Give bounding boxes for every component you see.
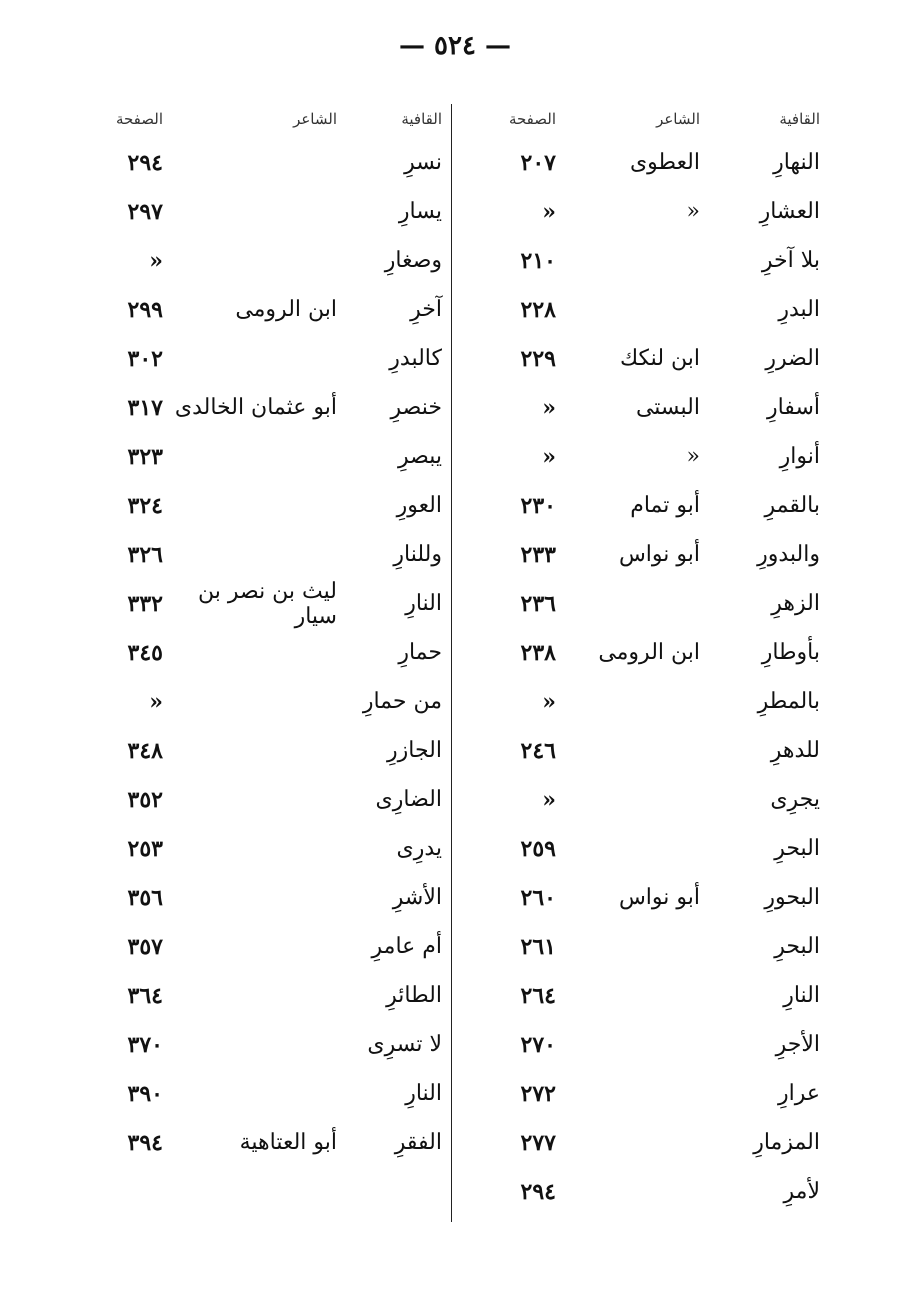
index-row bbox=[458, 579, 820, 628]
index-row bbox=[458, 1020, 820, 1069]
index-column-left bbox=[70, 100, 442, 1167]
rhyme-cell: العورِ bbox=[396, 493, 442, 518]
rhyme-cell: العشارِ bbox=[759, 199, 820, 224]
index-row bbox=[70, 334, 442, 383]
poet-cell: أبو نواس bbox=[618, 885, 700, 910]
page-cell: ٢٦٠ bbox=[520, 884, 556, 911]
rhyme-cell: الضارِى bbox=[375, 787, 442, 812]
rhyme-cell: خنصرِ bbox=[390, 395, 442, 420]
page-cell: ٢٩٧ bbox=[127, 198, 163, 225]
page-cell: ٣١٧ bbox=[127, 394, 163, 421]
page-cell: ٢٥٣ bbox=[127, 835, 163, 862]
rhyme-cell: من حمارِ bbox=[362, 689, 442, 714]
index-row bbox=[458, 138, 820, 187]
page-cell: ٢٦١ bbox=[520, 933, 556, 960]
page-cell: ٢٩٤ bbox=[127, 149, 163, 176]
rhyme-cell: النارِ bbox=[783, 983, 820, 1008]
rhyme-cell: عرارِ bbox=[777, 1081, 820, 1106]
index-row bbox=[70, 187, 442, 236]
index-row bbox=[70, 236, 442, 285]
rhyme-cell: النهارِ bbox=[773, 150, 820, 175]
index-row bbox=[458, 1167, 820, 1216]
rhyme-cell: البحرِ bbox=[774, 836, 820, 861]
rhyme-cell: الجازرِ bbox=[387, 738, 442, 763]
poet-cell: أبو تمام bbox=[630, 493, 700, 518]
header-rhyme: القافية bbox=[401, 110, 442, 128]
page-cell: ٢٧٧ bbox=[520, 1129, 556, 1156]
page-cell: ٣٢٦ bbox=[127, 541, 163, 568]
index-row bbox=[458, 1118, 820, 1167]
rhyme-cell: وصغارِ bbox=[384, 248, 442, 273]
page-cell: ٢٧٢ bbox=[520, 1080, 556, 1107]
rhyme-cell: البحرِ bbox=[774, 934, 820, 959]
index-row bbox=[70, 530, 442, 579]
index-row bbox=[458, 922, 820, 971]
page-cell: « bbox=[542, 688, 556, 715]
poet-cell: أبو عثمان الخالدى bbox=[174, 395, 337, 420]
index-row bbox=[70, 775, 442, 824]
rhyme-cell: الطائرِ bbox=[386, 983, 442, 1008]
rhyme-cell: أسفارِ bbox=[766, 395, 820, 420]
poet-cell: ليث بن نصر بن سيار bbox=[197, 578, 337, 629]
poet-cell: ابن الرومى bbox=[598, 640, 700, 665]
index-row bbox=[458, 971, 820, 1020]
index-row bbox=[458, 873, 820, 922]
index-row bbox=[458, 285, 820, 334]
rhyme-cell: لا تسرِى bbox=[367, 1032, 442, 1057]
rhyme-cell: بالقمرِ bbox=[764, 493, 820, 518]
index-row bbox=[70, 1069, 442, 1118]
page-cell: ٢٢٩ bbox=[520, 345, 556, 372]
index-row bbox=[458, 775, 820, 824]
page-cell: ٢٢٨ bbox=[520, 296, 556, 323]
page-cell: ٢٣٣ bbox=[520, 541, 556, 568]
column-divider bbox=[451, 104, 452, 1222]
rhyme-cell: كالبدرِ bbox=[389, 346, 442, 371]
page-cell: ٣٢٣ bbox=[127, 443, 163, 470]
rhyme-cell: يسارِ bbox=[398, 199, 442, 224]
poet-cell: ابن لنكك bbox=[619, 346, 700, 371]
index-rows-left bbox=[70, 138, 442, 1167]
rhyme-cell: بلا آخرِ bbox=[761, 248, 820, 273]
page-cell: ٣٩٤ bbox=[127, 1129, 163, 1156]
index-row bbox=[70, 579, 442, 628]
page-cell: ٣٣٢ bbox=[127, 590, 163, 617]
index-row bbox=[70, 971, 442, 1020]
poet-cell: أبو نواس bbox=[618, 542, 700, 567]
page-cell: ٣٧٠ bbox=[127, 1031, 163, 1058]
poet-cell: البستى bbox=[635, 395, 700, 420]
index-row bbox=[458, 236, 820, 285]
index-row bbox=[70, 138, 442, 187]
rhyme-cell: حمارِ bbox=[398, 640, 442, 665]
index-column-right bbox=[458, 100, 820, 1216]
rhyme-cell: البدرِ bbox=[778, 297, 820, 322]
page-cell: ٣٢٤ bbox=[127, 492, 163, 519]
header-page: الصفحة bbox=[115, 110, 163, 128]
index-row bbox=[458, 481, 820, 530]
rhyme-cell: أم عامرِ bbox=[371, 934, 442, 959]
page-cell: ٣٤٨ bbox=[127, 737, 163, 764]
poet-cell: « bbox=[686, 444, 700, 469]
rhyme-cell: يدرِى bbox=[396, 836, 442, 861]
rhyme-cell: الضررِ bbox=[765, 346, 820, 371]
page-cell: ٢٠٧ bbox=[520, 149, 556, 176]
poet-cell: « bbox=[686, 199, 700, 224]
page-cell: ٢٦٤ bbox=[520, 982, 556, 1009]
rhyme-cell: الأجرِ bbox=[775, 1032, 820, 1057]
index-row bbox=[70, 873, 442, 922]
page-cell: « bbox=[542, 786, 556, 813]
rhyme-cell: يبصرِ bbox=[398, 444, 442, 469]
page-cell: ٢٣٠ bbox=[520, 492, 556, 519]
page-cell: « bbox=[542, 198, 556, 225]
rhyme-cell: نسرِ bbox=[404, 150, 442, 175]
page-cell: ٣٥٦ bbox=[127, 884, 163, 911]
page-cell: « bbox=[149, 247, 163, 274]
index-row bbox=[70, 432, 442, 481]
rhyme-cell: بأوطارِ bbox=[761, 640, 820, 665]
rhyme-cell: الأشرِ bbox=[392, 885, 442, 910]
column-header-row bbox=[70, 100, 442, 138]
page-cell: « bbox=[149, 688, 163, 715]
index-row bbox=[458, 530, 820, 579]
rhyme-cell: للدهرِ bbox=[770, 738, 820, 763]
header-poet: الشاعر bbox=[293, 110, 337, 128]
rhyme-cell: البحورِ bbox=[764, 885, 820, 910]
index-row bbox=[70, 628, 442, 677]
page-cell: ٢٣٨ bbox=[520, 639, 556, 666]
header-rhyme: القافية bbox=[779, 110, 820, 128]
page-cell: ٢٣٦ bbox=[520, 590, 556, 617]
index-row bbox=[70, 481, 442, 530]
index-row bbox=[458, 677, 820, 726]
page-cell: « bbox=[542, 394, 556, 421]
index-row bbox=[458, 432, 820, 481]
column-header-row bbox=[458, 100, 820, 138]
page-cell: « bbox=[542, 443, 556, 470]
rhyme-cell: النارِ bbox=[405, 591, 442, 616]
page-cell: ٢٩٤ bbox=[520, 1178, 556, 1205]
header-page: الصفحة bbox=[508, 110, 556, 128]
page-cell: ٢٩٩ bbox=[127, 296, 163, 323]
page-cell: ٣٥٢ bbox=[127, 786, 163, 813]
page-cell: ٢٧٠ bbox=[520, 1031, 556, 1058]
index-row bbox=[458, 726, 820, 775]
poet-cell: أبو العتاهية bbox=[239, 1130, 337, 1155]
index-row bbox=[70, 824, 442, 873]
index-row bbox=[458, 334, 820, 383]
index-row bbox=[458, 1069, 820, 1118]
index-row bbox=[70, 1118, 442, 1167]
rhyme-cell: والبدورِ bbox=[757, 542, 820, 567]
rhyme-cell: آخرِ bbox=[410, 297, 442, 322]
index-row bbox=[70, 726, 442, 775]
page-cell: ٣٥٧ bbox=[127, 933, 163, 960]
header-poet: الشاعر bbox=[656, 110, 700, 128]
index-row bbox=[458, 824, 820, 873]
poet-cell: العطوى bbox=[629, 150, 700, 175]
page-cell: ٢٤٦ bbox=[520, 737, 556, 764]
index-row bbox=[458, 383, 820, 432]
index-row bbox=[70, 1020, 442, 1069]
rhyme-cell: يجرِى bbox=[770, 787, 820, 812]
index-row bbox=[70, 383, 442, 432]
page-cell: ٣٠٢ bbox=[127, 345, 163, 372]
page-cell: ٣٦٤ bbox=[127, 982, 163, 1009]
rhyme-cell: أنوارِ bbox=[779, 444, 820, 469]
index-row bbox=[70, 677, 442, 726]
index-row bbox=[458, 187, 820, 236]
poet-cell: ابن الرومى bbox=[235, 297, 337, 322]
rhyme-cell: النارِ bbox=[405, 1081, 442, 1106]
rhyme-cell: الزهرِ bbox=[771, 591, 820, 616]
rhyme-cell: وللنارِ bbox=[393, 542, 442, 567]
index-row bbox=[70, 285, 442, 334]
rhyme-cell: الفقرِ bbox=[394, 1130, 442, 1155]
page-cell: ٣٩٠ bbox=[127, 1080, 163, 1107]
page-cell: ٣٤٥ bbox=[127, 639, 163, 666]
page-number: — ٥٢٤ — bbox=[398, 31, 512, 61]
rhyme-cell: لأمرِ bbox=[783, 1179, 820, 1204]
index-row bbox=[458, 628, 820, 677]
index-row bbox=[70, 922, 442, 971]
rhyme-cell: المزمارِ bbox=[753, 1130, 820, 1155]
page-cell: ٢١٠ bbox=[520, 247, 556, 274]
rhyme-cell: بالمطرِ bbox=[757, 689, 820, 714]
index-rows-right bbox=[458, 138, 820, 1216]
page-cell: ٢٥٩ bbox=[520, 835, 556, 862]
